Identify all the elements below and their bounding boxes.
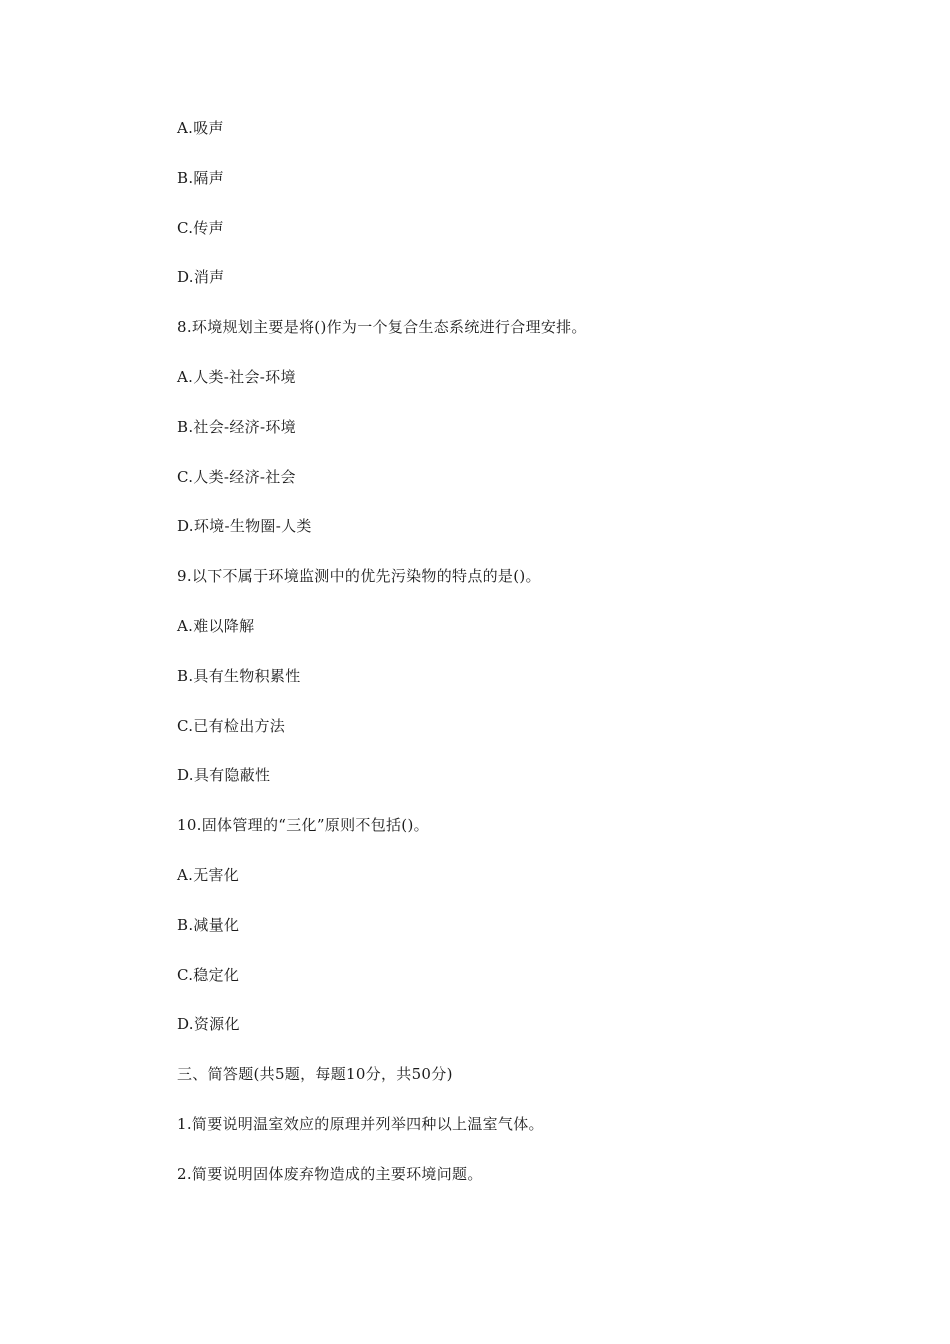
option-8b: B.社会-经济-环境 bbox=[177, 417, 296, 436]
short-answer-2: 2.简要说明固体废弃物造成的主要环境问题。 bbox=[177, 1164, 483, 1183]
question-9: 9.以下不属于环境监测中的优先污染物的特点的是()。 bbox=[177, 567, 541, 586]
option-9d: D.具有隐蔽性 bbox=[177, 766, 271, 785]
section-heading: 三、简答题(共5题，每题10分，共50分) bbox=[177, 1065, 453, 1084]
option-10b: B.减量化 bbox=[177, 915, 240, 934]
option-7b: B.隔声 bbox=[177, 168, 224, 187]
option-9c: C.已有检出方法 bbox=[177, 716, 286, 735]
option-9a: A.难以降解 bbox=[177, 616, 255, 635]
option-7a: A.吸声 bbox=[177, 119, 224, 137]
question-10: 10.固体管理的“三化”原则不包括()。 bbox=[177, 816, 429, 835]
option-8c: C.人类-经济-社会 bbox=[177, 467, 296, 486]
option-10d: D.资源化 bbox=[177, 1015, 240, 1034]
document-text bbox=[177, 116, 877, 1212]
question-8: 8.环境规划主要是将()作为一个复合生态系统进行合理安排。 bbox=[177, 318, 587, 337]
option-8a: A.人类-社会-环境 bbox=[177, 367, 296, 386]
option-10a: A.无害化 bbox=[177, 865, 240, 884]
option-7d: D.消声 bbox=[177, 268, 225, 287]
option-7c: C.传声 bbox=[177, 218, 224, 237]
option-8d: D.环境-生物圈-人类 bbox=[177, 517, 312, 536]
option-9b: B.具有生物积累性 bbox=[177, 666, 301, 685]
option-10c: C.稳定化 bbox=[177, 965, 240, 984]
short-answer-1: 1.简要说明温室效应的原理并列举四种以上温室气体。 bbox=[177, 1114, 544, 1133]
